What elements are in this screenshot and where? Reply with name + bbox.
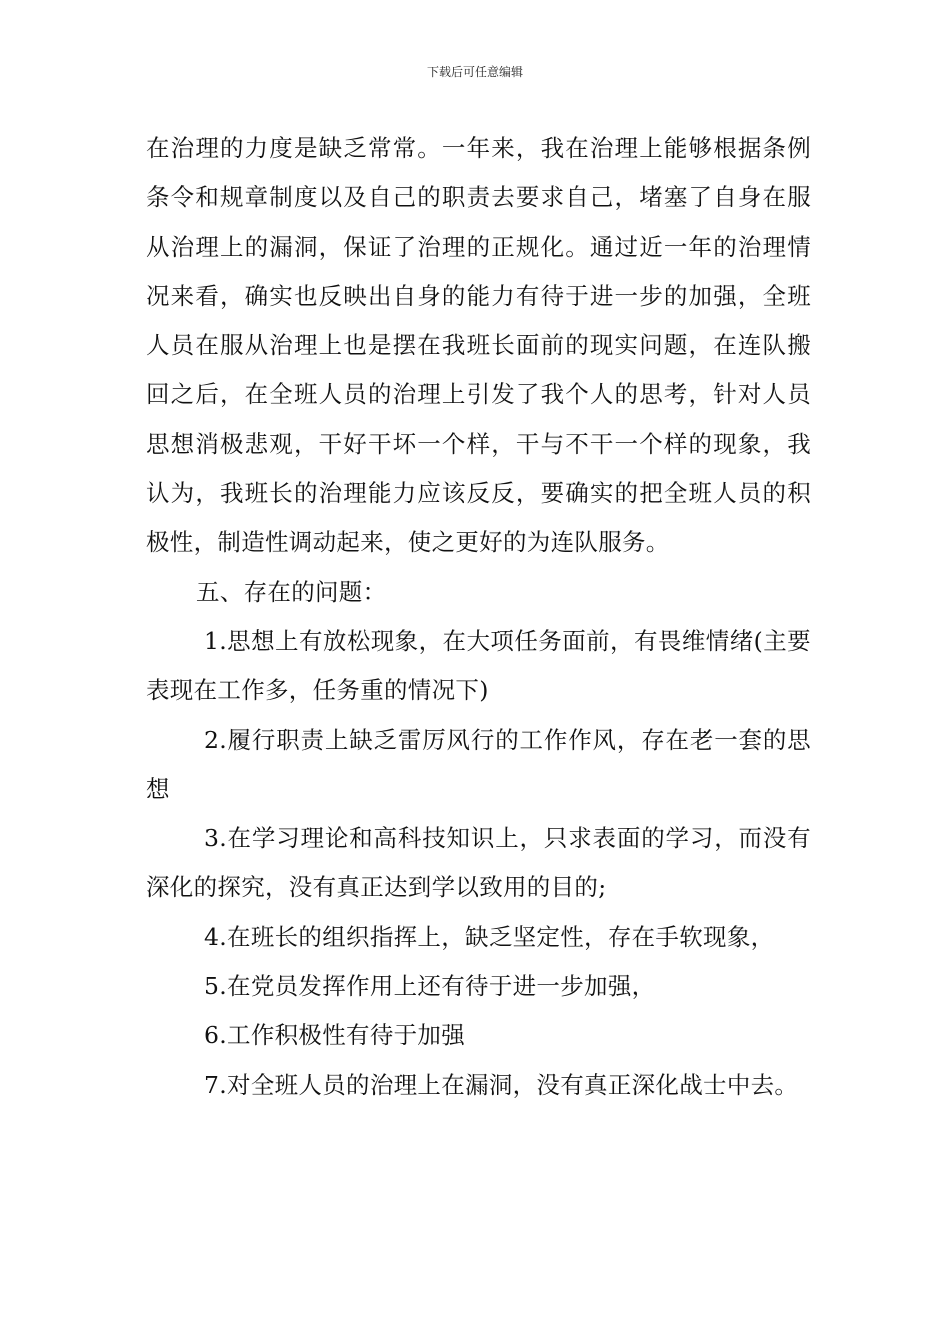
problem-item-2: 2.履行职责上缺乏雷厉风行的工作作风，存在老一套的思想 xyxy=(146,725,811,803)
problem-item-7: 7.对全班人员的治理上在漏洞，没有真正深化战士中去。 xyxy=(204,1070,799,1099)
section-heading: 五、存在的问题： xyxy=(196,577,387,606)
page-header: 下载后可任意编辑 xyxy=(426,65,523,79)
problem-item-4: 4.在班长的组织指挥上，缺乏坚定性，存在手软现象， xyxy=(204,922,775,951)
problem-item-3: 3.在学习理论和高科技知识上，只求表面的学习，而没有深化的探究，没有真正达到学以致用的目的; xyxy=(146,824,811,902)
problem-item-5: 5.在党员发挥作用上还有待于进一步加强， xyxy=(204,972,656,1001)
document-body xyxy=(146,124,811,1110)
body-paragraph: 在治理的力度是缺乏常常。一年来，我在治理上能够根据条例条令和规章制度以及自己的职责去要求自己，堵塞了自身在服从治理上的漏洞，保证了治理的正规化。通过近一年的治理情况来看，确实也反映出自身的能力有待于进一步的加强，全班人员在服从治理上也是摆在我班长面前的现实问题，在连队搬回之后，在全班人员的治理上引发了我个人的思考，针对人员思想消极悲观，干好干坏一个样，干与不干一个样的现象，我认为，我班长的治理能力应该反反，要确实的把全班人员的积极性，制造性调动起来，使之更好的为连队服务。 xyxy=(146,134,811,557)
problem-item-1: 1.思想上有放松现象，在大项任务面前，有畏维情绪(主要表现在工作多，任务重的情况下) xyxy=(146,626,811,705)
problem-item-6: 6.工作积极性有待于加强 xyxy=(204,1021,466,1050)
